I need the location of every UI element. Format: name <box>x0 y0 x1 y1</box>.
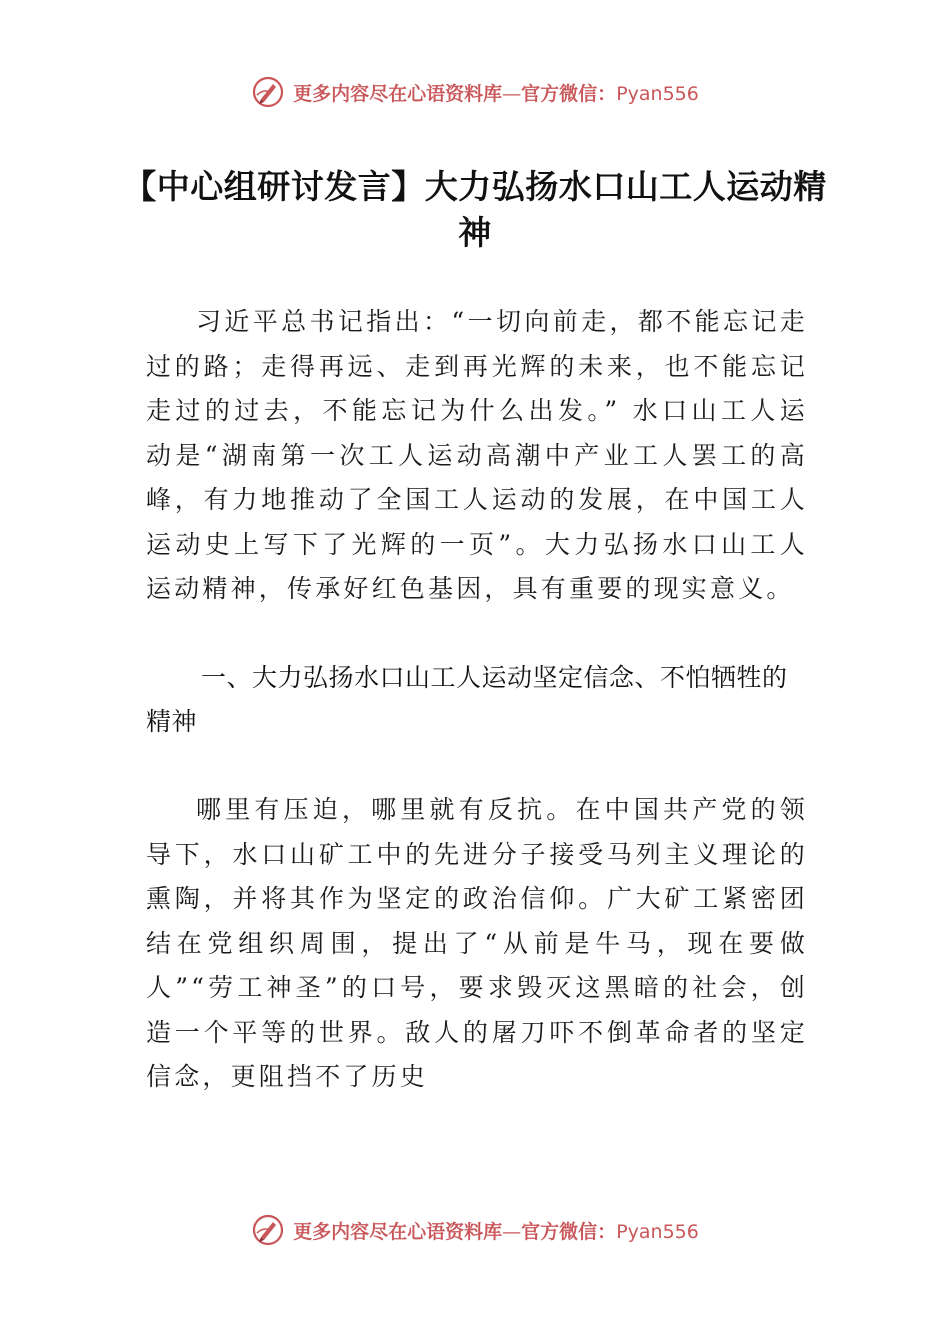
watermark-separator: — <box>502 82 522 105</box>
watermark-brand: 更多内容尽在心语资料库 <box>293 1220 503 1243</box>
pen-logo-icon <box>251 1213 285 1247</box>
pen-logo-icon <box>251 75 285 109</box>
watermark-wechat-id: Pyan556 <box>616 82 699 105</box>
watermark-brand: 更多内容尽在心语资料库 <box>293 82 503 105</box>
section-heading-1: 一、大力弘扬水口山工人运动坚定信念、不怕牺牲的精神 <box>146 663 788 736</box>
watermark-text <box>293 1217 699 1244</box>
watermark-wechat-label: 官方微信： <box>521 82 617 105</box>
section-paragraph-1: 哪里有压迫，哪里就有反抗。在中国共产党的领导下，水口山矿工中的先进分子接受马列主义理论的熏陶，并将其作为坚定的政治信仰。广大矿工紧密团结在党组织周围，提出了“从前是牛马，现在要做人”“劳工神圣”的口号，要求毁灭这黑暗的社会，创造一个平等的世界。敌人的屠刀吓不倒革命者的坚定信念，更阻挡不了历史 <box>146 795 808 1091</box>
watermark-wechat-label: 官方微信： <box>521 1220 617 1243</box>
watermark-text <box>293 79 699 106</box>
header-watermark <box>0 72 950 112</box>
watermark-separator: — <box>502 1220 522 1243</box>
document-title: 【中心组研讨发言】大力弘扬水口山工人运动精神 <box>123 167 827 252</box>
intro-paragraph: 习近平总书记指出：“一切向前走，都不能忘记走过的路；走得再远、走到再光辉的未来，也不能忘记走过的过去，不能忘记为什么出发。” 水口山工人运动是“湖南第一次工人运动高潮中产业工人罢工的高峰，有力地推动了全国工人运动的发展，在中国工人运动史上写下了光辉的一页”。大力弘扬水口山工人运动精神，传承好红色基因，具有重要的现实意义。 <box>146 307 808 603</box>
footer-watermark <box>0 1210 950 1250</box>
watermark-wechat-id: Pyan556 <box>616 1220 699 1243</box>
